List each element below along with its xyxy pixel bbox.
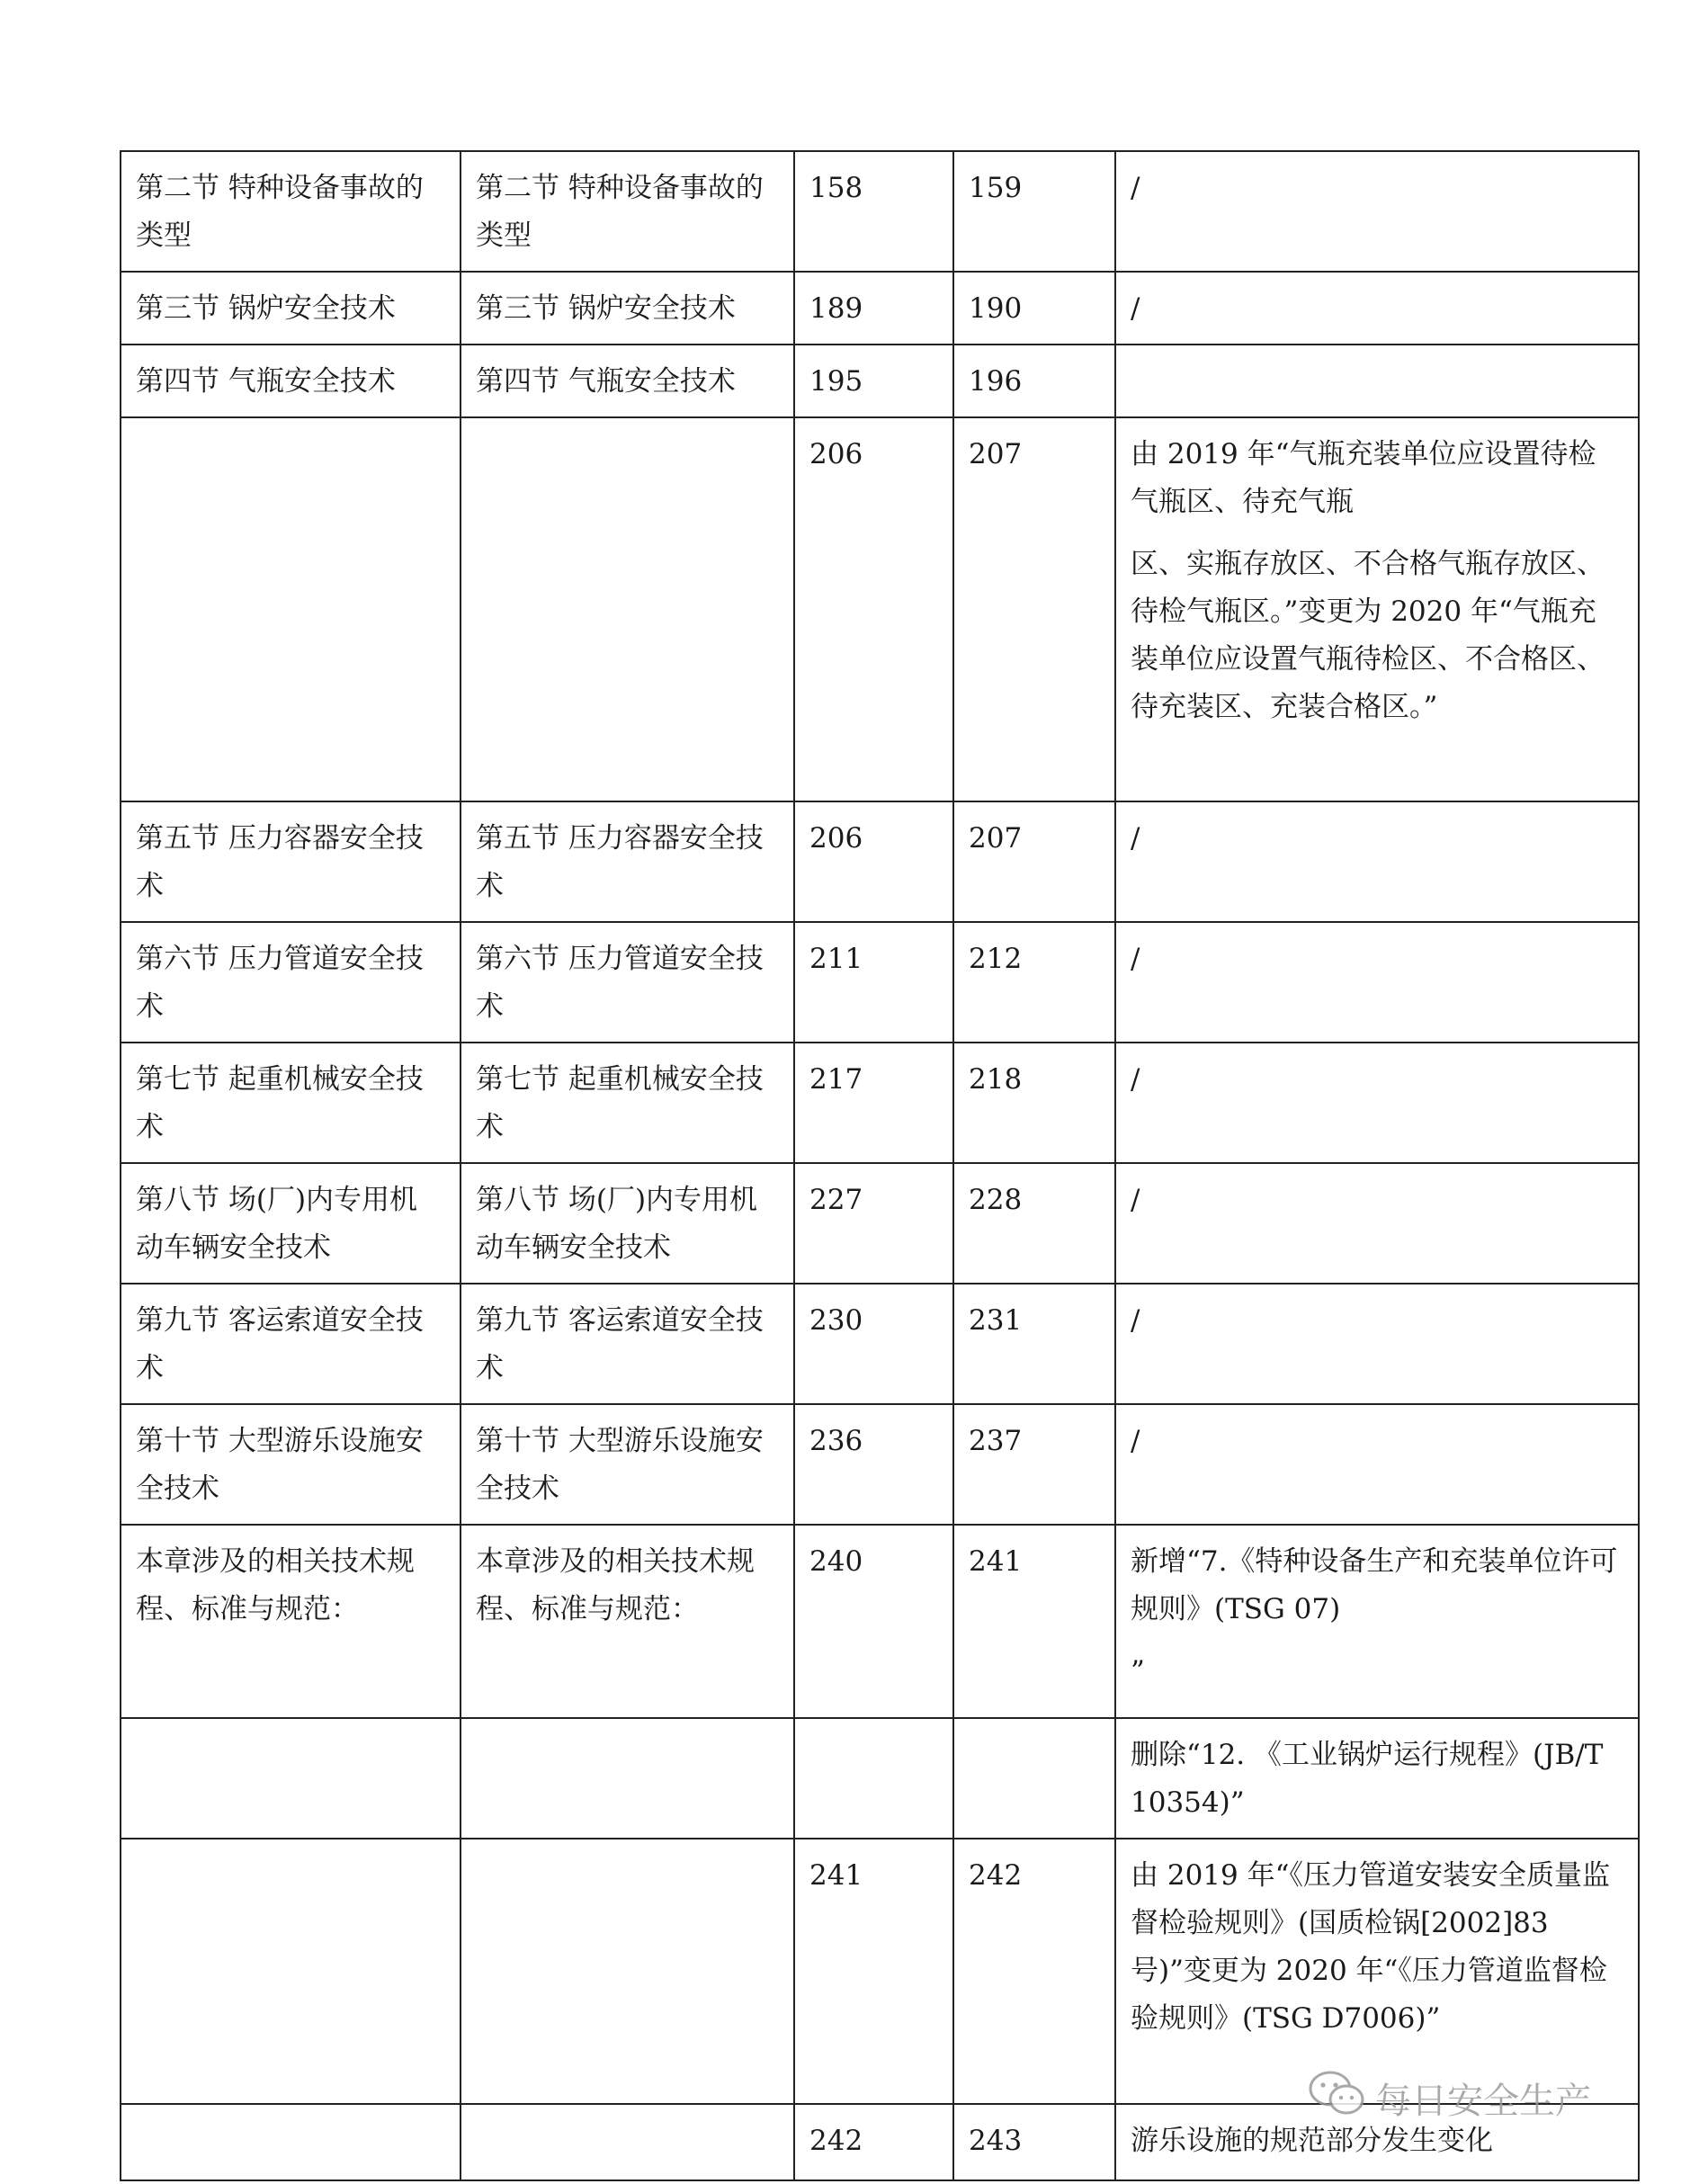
page-2019-cell: 241 (794, 1839, 953, 2104)
section-2020-cell: 第八节 场(厂)内专用机动车辆安全技术 (461, 1163, 794, 1284)
page-2019-cell: 242 (794, 2104, 953, 2180)
change-note-text: / (1131, 1063, 1140, 1096)
section-2019-cell: 第四节 气瓶安全技术 (121, 345, 461, 417)
change-note-cell (1115, 272, 1639, 345)
change-note-text: / (1131, 822, 1140, 855)
table-row (121, 345, 1639, 417)
change-note-text: 由 2019 年“气瓶充装单位应设置待检气瓶区、待充气瓶 (1131, 438, 1596, 518)
section-2020-cell: 第九节 客运索道安全技术 (461, 1284, 794, 1404)
page-2020-cell: 207 (953, 417, 1115, 801)
change-note-text: / (1131, 172, 1140, 204)
change-note-text: 新增“7.《特种设备生产和充装单位许可规则》(TSG 07) (1131, 1545, 1618, 1625)
change-note-cell (1115, 417, 1639, 801)
section-2020-cell (461, 1839, 794, 2104)
table-row (121, 1839, 1639, 2104)
table-row (121, 1525, 1639, 1718)
page-2020-cell: 243 (953, 2104, 1115, 2180)
change-note-text: / (1131, 1184, 1140, 1216)
change-note-text: 游乐设施的规范部分发生变化 (1131, 2125, 1493, 2157)
page-2020-cell: 196 (953, 345, 1115, 417)
page-2020-cell: 212 (953, 922, 1115, 1043)
table-row (121, 801, 1639, 922)
table-row (121, 1718, 1639, 1839)
section-2020-cell: 第二节 特种设备事故的类型 (461, 151, 794, 272)
table-row (121, 1404, 1639, 1525)
page-2019-cell: 217 (794, 1043, 953, 1163)
table-body (121, 151, 1639, 2180)
page-2019-cell: 227 (794, 1163, 953, 1284)
section-2020-cell: 本章涉及的相关技术规程、标准与规范： (461, 1525, 794, 1718)
change-note-cell (1115, 801, 1639, 922)
change-note-cell (1115, 1163, 1639, 1284)
page-2019-cell: 240 (794, 1525, 953, 1718)
section-2019-cell: 第五节 压力容器安全技术 (121, 801, 461, 922)
page-2020-cell: 228 (953, 1163, 1115, 1284)
section-2019-cell: 第十节 大型游乐设施安全技术 (121, 1404, 461, 1525)
section-2020-cell: 第七节 起重机械安全技术 (461, 1043, 794, 1163)
section-2020-cell: 第十节 大型游乐设施安全技术 (461, 1404, 794, 1525)
change-note-text: 由 2019 年“《压力管道安装安全质量监督检验规则》(国质检锅[2002]83 号)”变更为 2020 年“《压力管道监督检验规则》(TSG D7006)” (1131, 1859, 1610, 2035)
page-2019-cell: 206 (794, 801, 953, 922)
table-row (121, 417, 1639, 801)
table-row (121, 1163, 1639, 1284)
page-2019-cell: 236 (794, 1404, 953, 1525)
change-note-text: 区、实瓶存放区、不合格气瓶存放区、待检气瓶区。”变更为 2020 年“气瓶充装单位应设置气瓶待检区、不合格区、待充装区、充装合格区。” (1131, 548, 1605, 723)
section-2020-cell (461, 2104, 794, 2180)
page-2020-cell: 159 (953, 151, 1115, 272)
change-note-text: / (1131, 292, 1140, 325)
page-2020-cell: 237 (953, 1404, 1115, 1525)
section-2019-cell: 第六节 压力管道安全技术 (121, 922, 461, 1043)
section-2019-cell: 第九节 客运索道安全技术 (121, 1284, 461, 1404)
section-2019-cell (121, 1718, 461, 1839)
page-2019-cell: 230 (794, 1284, 953, 1404)
section-2020-cell: 第六节 压力管道安全技术 (461, 922, 794, 1043)
section-2019-cell (121, 2104, 461, 2180)
watermark-text: 每日安全生产 (1375, 2080, 1591, 2122)
page-2019-cell: 195 (794, 345, 953, 417)
page-2019-cell (794, 1718, 953, 1839)
section-2019-cell: 第七节 起重机械安全技术 (121, 1043, 461, 1163)
page-2020-cell: 241 (953, 1525, 1115, 1718)
change-note-text: / (1131, 1304, 1140, 1337)
change-note-cell (1115, 922, 1639, 1043)
table-row (121, 922, 1639, 1043)
page-2020-cell (953, 1718, 1115, 1839)
table-row (121, 272, 1639, 345)
table-row (121, 1284, 1639, 1404)
wechat-icon (1309, 2069, 1366, 2126)
page-2019-cell: 206 (794, 417, 953, 801)
section-2019-cell (121, 417, 461, 801)
section-2019-cell: 第二节 特种设备事故的类型 (121, 151, 461, 272)
section-2019-cell (121, 1839, 461, 2104)
change-note-text: ” (1131, 1655, 1145, 1687)
page-2020-cell: 207 (953, 801, 1115, 922)
change-note-cell (1115, 151, 1639, 272)
change-note-cell (1115, 1284, 1639, 1404)
change-note-cell (1115, 1404, 1639, 1525)
section-2020-cell (461, 1718, 794, 1839)
watermark (1309, 2069, 1591, 2126)
page-2020-cell: 218 (953, 1043, 1115, 1163)
table-row (121, 1043, 1639, 1163)
page-2020-cell: 190 (953, 272, 1115, 345)
change-note-cell (1115, 1839, 1639, 2104)
table-row (121, 151, 1639, 272)
section-2020-cell: 第四节 气瓶安全技术 (461, 345, 794, 417)
page-2020-cell: 231 (953, 1284, 1115, 1404)
change-note-cell (1115, 1525, 1639, 1718)
change-note-cell (1115, 345, 1639, 417)
change-note-text: / (1131, 1425, 1140, 1457)
section-2020-cell: 第三节 锅炉安全技术 (461, 272, 794, 345)
page-2019-cell: 158 (794, 151, 953, 272)
section-2020-cell: 第五节 压力容器安全技术 (461, 801, 794, 922)
section-2019-cell: 第三节 锅炉安全技术 (121, 272, 461, 345)
comparison-table (120, 150, 1640, 2181)
change-note-text: 删除“12. 《工业锅炉运行规程》(JB/T 10354)” (1131, 1739, 1613, 1819)
change-note-text: / (1131, 943, 1140, 975)
page-2019-cell: 211 (794, 922, 953, 1043)
page-2020-cell: 242 (953, 1839, 1115, 2104)
change-note-cell (1115, 1043, 1639, 1163)
section-2019-cell: 第八节 场(厂)内专用机动车辆安全技术 (121, 1163, 461, 1284)
page-2019-cell: 189 (794, 272, 953, 345)
change-note-cell (1115, 1718, 1639, 1839)
section-2020-cell (461, 417, 794, 801)
section-2019-cell: 本章涉及的相关技术规程、标准与规范： (121, 1525, 461, 1718)
